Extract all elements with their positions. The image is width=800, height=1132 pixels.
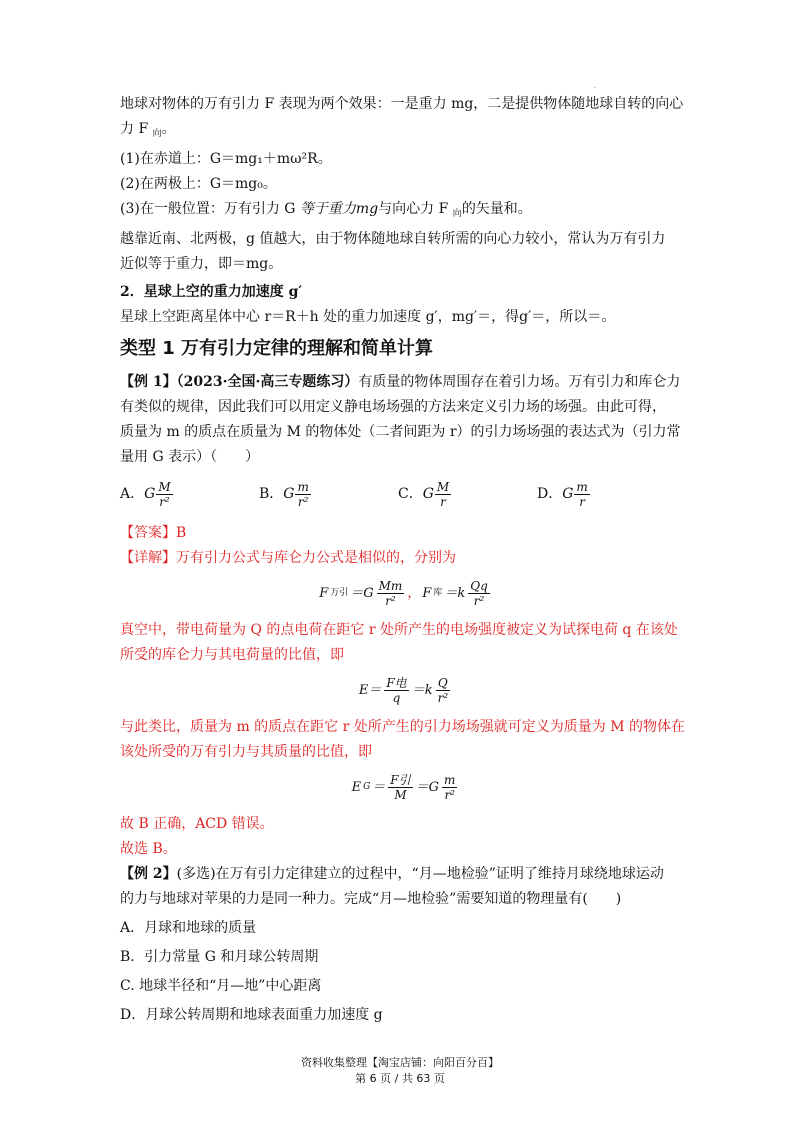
choice-b[interactable] <box>259 480 398 509</box>
general-eq-sub: 向 <box>452 209 462 219</box>
formula1-frac1 <box>377 579 405 608</box>
example-2-line-2: 的力与地球对苹果的力是同一种力。完成“月—地检验”需要知道的物理量有( ) <box>120 891 622 907</box>
general-eq-part-b: 等于重力mg <box>299 201 379 217</box>
formula3-den1: M <box>394 788 407 802</box>
choice-b-fraction <box>295 480 310 509</box>
example-1-line-3: 质量为 m 的质点在质量为 M 的物体处（二者间距为 r）的引力场场强的表达式为（引力常 <box>120 424 681 440</box>
detail-para-3-line-2: 该处所受的万有引力与其质量的比值，即 <box>120 744 372 760</box>
choice-c-den: r <box>440 495 446 509</box>
formula-gravity-field <box>120 773 690 802</box>
example-1-line-4: 量用 G 表示）（ ） <box>120 449 260 465</box>
example-1-source: （2023·全国·高三专题练习） <box>176 374 359 390</box>
formula3-frac2 <box>442 773 457 802</box>
intro-line-2-sub: 向 <box>152 129 162 139</box>
formula1-den1: r² <box>385 594 396 608</box>
formula2-num1: F电 <box>386 676 407 690</box>
formula3-lhs: E <box>351 780 362 795</box>
choice-b-den: r² <box>297 495 309 509</box>
choice-b-num: m <box>297 480 309 494</box>
formula1-lhs2-sub: 库 <box>433 588 443 598</box>
detail-para-2-line-2: 所受的库仑力与其电荷量的比值，即 <box>120 647 344 663</box>
option-b[interactable]: B．引力常量 G 和月球公转周期 <box>120 949 319 965</box>
choice-a-num: M <box>158 480 171 494</box>
formula2-num2: Q <box>437 676 448 690</box>
intro-line-2-end: 。 <box>161 121 176 137</box>
example-2-line-1 <box>120 862 690 887</box>
formula1-eq2: ＝k <box>444 586 466 601</box>
choice-c-num: M <box>436 480 450 494</box>
conclusion-1: 故 B 正确，ACD 错误。 <box>120 816 274 832</box>
choice-c[interactable] <box>398 480 537 509</box>
equator-equation: (1)在赤道上：G＝mg₁＋mω²R。 <box>120 151 332 167</box>
option-a[interactable]: A．月球和地球的质量 <box>120 920 257 936</box>
choice-d-g: G <box>562 486 574 502</box>
choice-d-num: m <box>576 480 588 494</box>
section-2-text: 星球上空距离星体中心 r＝R＋h 处的重力加速度 g′，mg′＝，得g′＝，所以＝。 <box>120 309 616 325</box>
detail-para-3-line-1: 与此类比，质量为 m 的质点在距它 r 处所产生的引力场场强就可定义为质量为 M 的物体在 <box>120 719 686 735</box>
formula3-mid: ＝G <box>415 780 440 795</box>
footer-source: 资料收集整理【淘宝店铺：向阳百分百】 <box>301 1056 499 1069</box>
formula1-lhs1: F <box>319 586 329 601</box>
formula3-num2: m <box>444 773 456 787</box>
formula1-sep: ， <box>407 586 421 601</box>
example-1-line-1 <box>120 370 690 395</box>
choice-d-den: r <box>579 495 585 509</box>
conclusion-2: 故选 B。 <box>120 841 177 857</box>
section-2-title: 2．星球上空的重力加速度 g′ <box>120 284 303 300</box>
choice-b-g: G <box>283 486 295 502</box>
formula3-num1: F引 <box>390 773 411 787</box>
general-eq-part-a: (3)在一般位置：万有引力 G <box>120 201 300 217</box>
choice-a-fraction <box>156 480 172 509</box>
formula1-lhs1-sub: 万引 <box>330 588 349 598</box>
formula2-den1: q <box>392 691 401 705</box>
example-1-tag: 【例 1】 <box>120 374 177 390</box>
choice-c-fraction <box>435 480 451 509</box>
general-eq-part-c: 与向心力 F <box>378 201 453 217</box>
choice-b-label: B． <box>259 486 284 502</box>
top-mark: . <box>594 83 596 90</box>
choice-a-den: r² <box>159 495 170 509</box>
example-1-line-2: 有类似的规律，因此我们可以用定义静电场场强的方法来定义引力场的场强。由此可得， <box>120 399 666 415</box>
formula2-lhs: E＝ <box>358 683 382 698</box>
example-1-text: 有质量的物体周围存在着引力场。万有引力和库仑力 <box>358 374 681 390</box>
option-c[interactable]: C. 地球半径和“月—地”中心距离 <box>120 978 322 994</box>
choice-d[interactable] <box>537 480 676 509</box>
intro-line-1: 地球对物体的万有引力 F 表现为两个效果：一是重力 mg，二是提供物体随地球自转的向心 <box>120 96 684 112</box>
formula3-den2: r² <box>444 788 455 802</box>
example-2-tag: 【例 2】 <box>120 866 177 882</box>
section-heading: 类型 1 万有引力定律的理解和简单计算 <box>120 338 434 359</box>
detail-para-2-line-1: 真空中，带电荷量为 Q 的点电荷在距它 r 处所产生的电场强度被定义为试探电荷 q 在该处 <box>120 622 678 638</box>
choice-d-label: D． <box>537 486 563 502</box>
formula1-num1: Mm <box>378 579 403 593</box>
choice-c-label: C． <box>398 486 423 502</box>
detail-line-1 <box>120 546 690 571</box>
formula3-lhs-sub: G <box>363 782 371 792</box>
formula2-den2: r² <box>437 691 449 705</box>
choice-a-label: A． <box>120 486 145 502</box>
choice-d-fraction <box>574 480 589 509</box>
choice-a[interactable] <box>120 480 259 509</box>
example-1-choices <box>120 480 690 509</box>
formula1-lhs2: F <box>422 586 432 601</box>
intro-line-2 <box>120 117 690 147</box>
formula1-den2: r² <box>473 594 485 608</box>
formula2-mid: ＝k <box>411 683 433 698</box>
detail-text: 万有引力公式与库仑力公式是相似的，分别为 <box>176 550 456 566</box>
pole-equation: (2)在两极上：G＝mg₀。 <box>120 176 277 192</box>
formula-electric-field <box>120 676 690 705</box>
formula1-num2: Qq <box>470 579 488 593</box>
general-eq-part-d: 的矢量和。 <box>461 201 532 217</box>
general-equation <box>120 197 690 227</box>
formula3-frac1 <box>388 773 412 802</box>
formula2-frac1 <box>384 676 408 705</box>
option-d[interactable]: D．月球公转周期和地球表面重力加速度 g <box>120 1007 383 1023</box>
formula1-frac2 <box>468 579 490 608</box>
detail-tag: 【详解】 <box>120 550 176 566</box>
note-line-2: 近似等于重力，即＝mg。 <box>120 256 283 272</box>
choice-c-g: G <box>422 486 434 502</box>
note-line-1: 越靠近南、北两极，g 值越大，由于物体随地球自转所需的向心力较小，常认为万有引力 <box>120 231 666 247</box>
formula3-eq: ＝ <box>372 780 386 795</box>
formula-gravity-coulomb <box>120 579 690 608</box>
formula2-frac2 <box>436 676 451 705</box>
example-2-text: (多选)在万有引力定律建立的过程中，“月—地检验”证明了维持月球绕地球运动 <box>176 866 664 882</box>
page-content <box>120 92 690 1028</box>
footer-page-number: 第 6 页 / 共 63 页 <box>355 1072 445 1085</box>
choice-a-g: G <box>144 486 156 502</box>
intro-line-2-text: 力 F <box>120 121 153 137</box>
answer: 【答案】B <box>120 525 187 541</box>
formula1-eq: ＝G <box>350 586 374 601</box>
